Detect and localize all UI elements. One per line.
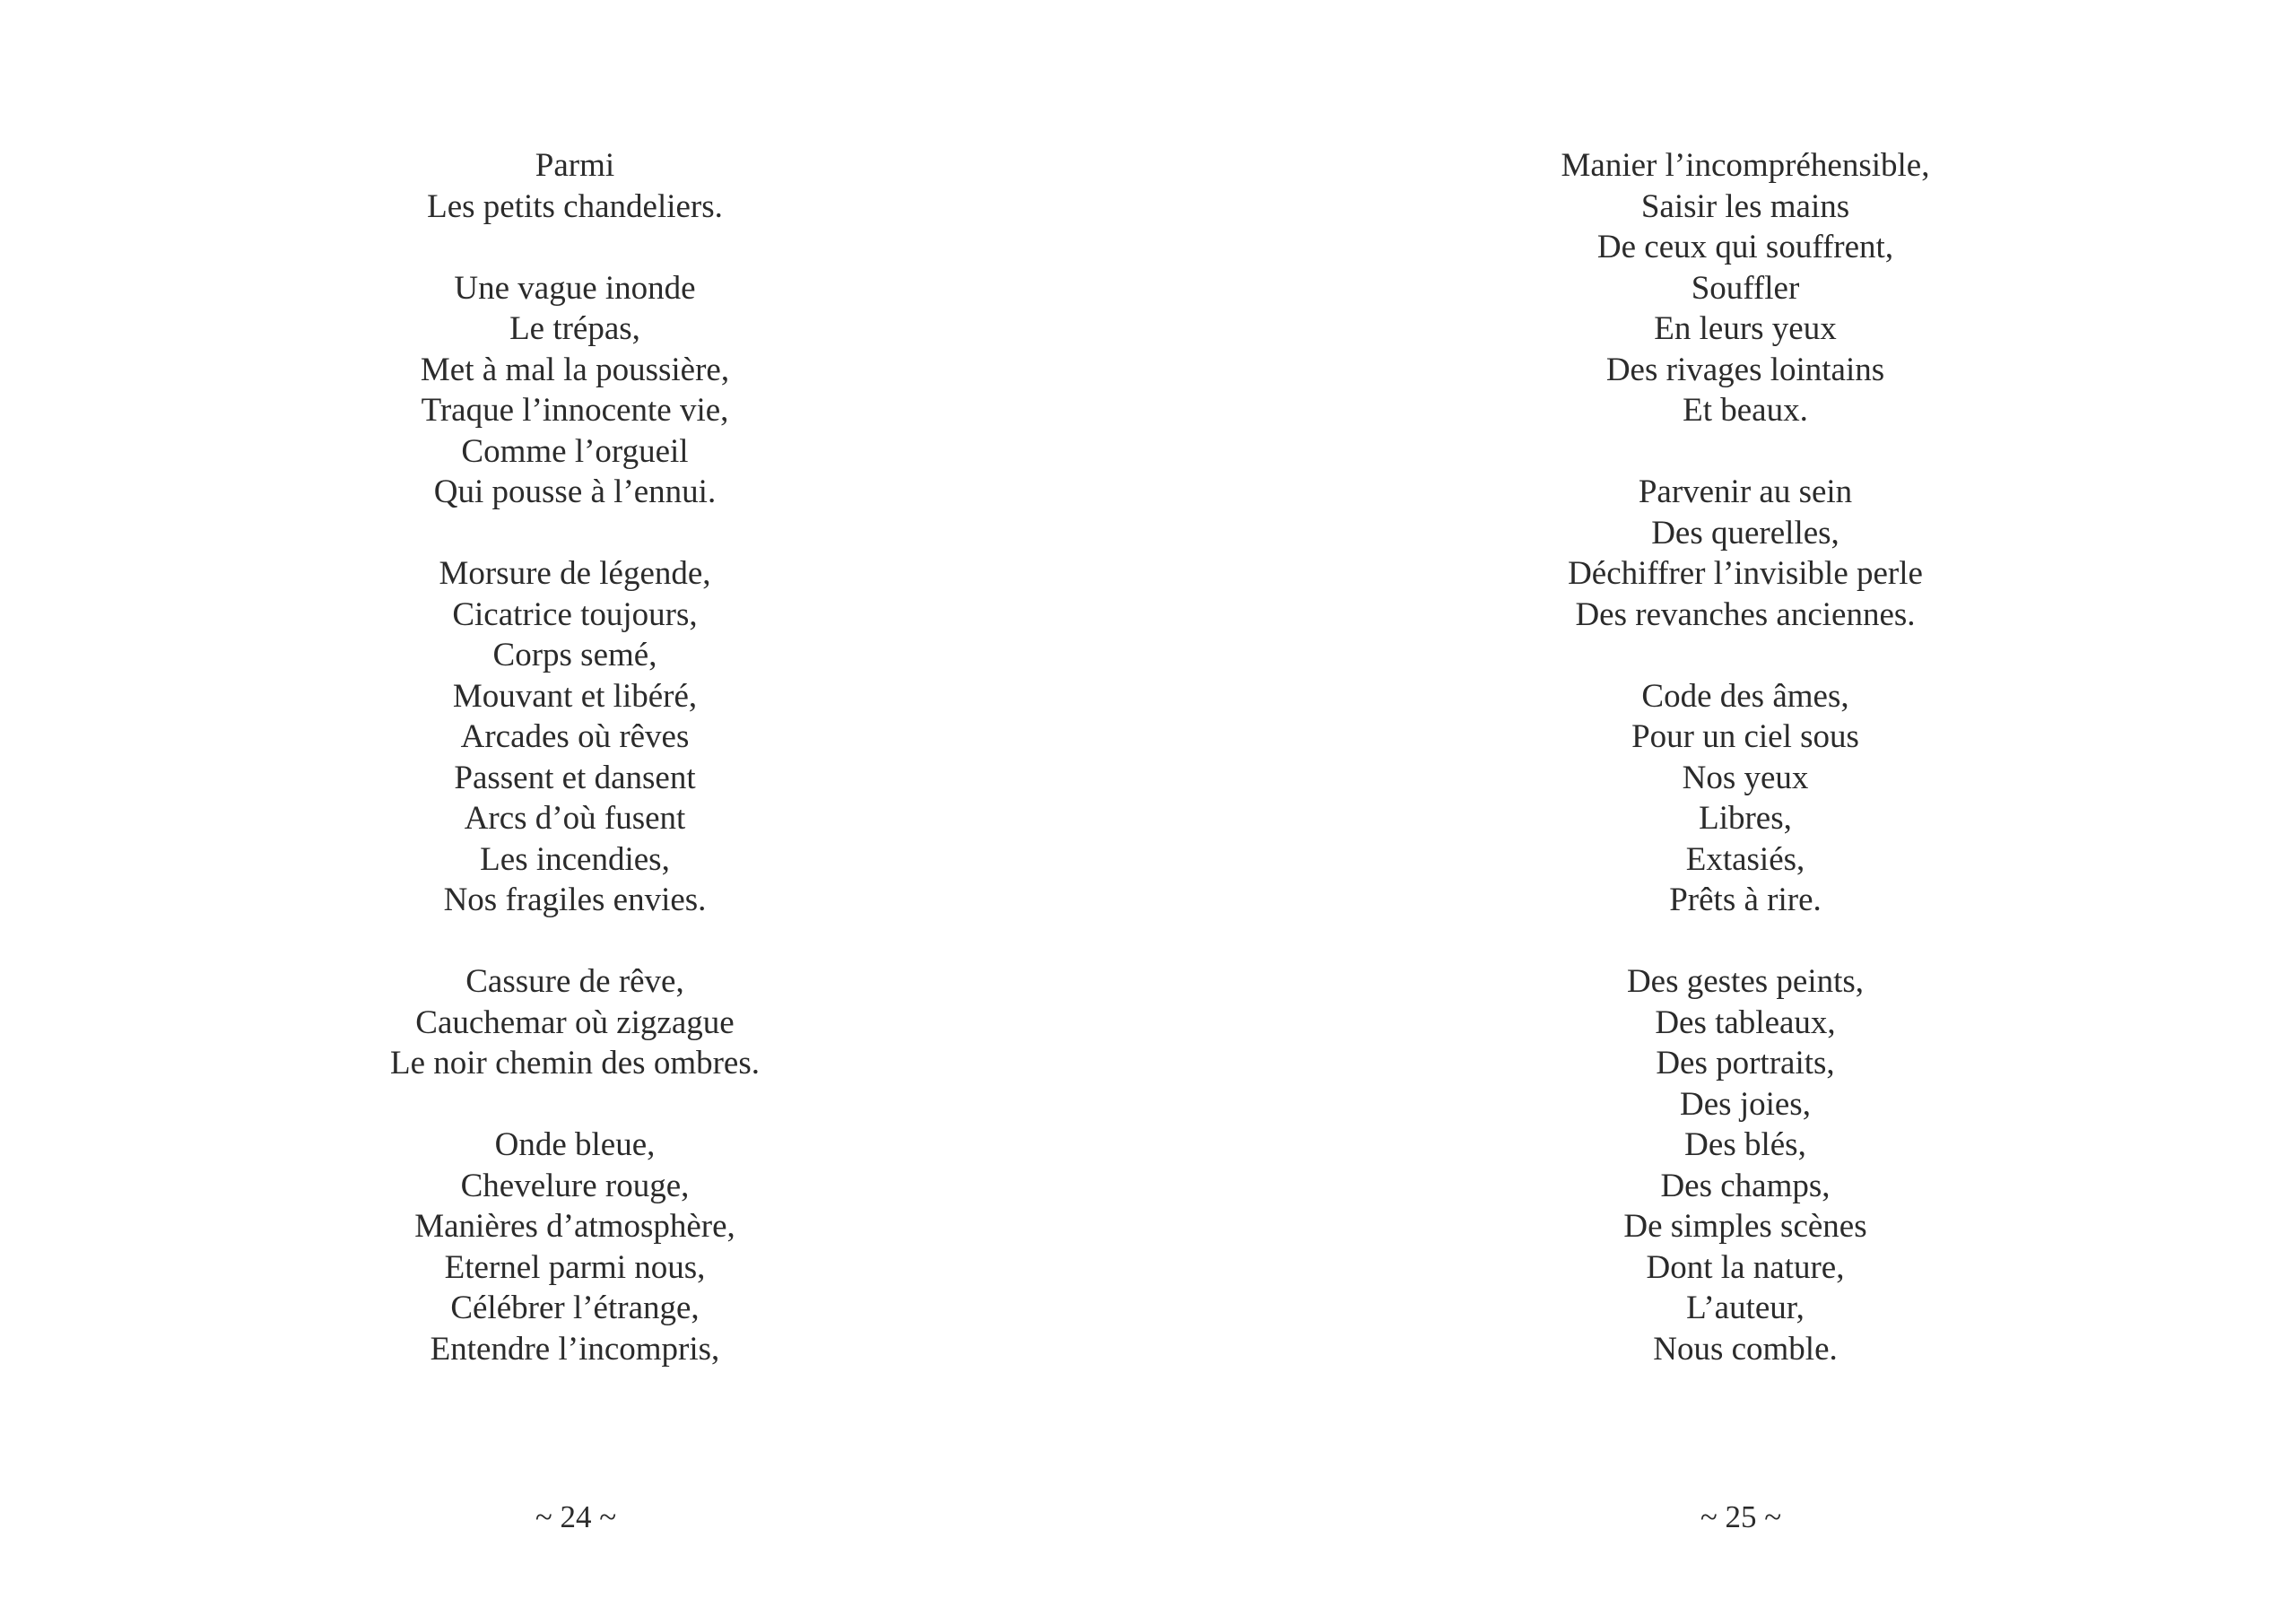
poem-line: Les incendies,: [480, 840, 670, 878]
poem-line: Célébrer l’étrange,: [450, 1290, 700, 1326]
poem-line: Manier l’incompréhensible,: [1561, 147, 1930, 184]
poem-line: Pour un ciel sous: [1631, 718, 1859, 755]
poem-line: Qui pousse à l’ennui.: [433, 473, 717, 510]
poem-line: Nous comble.: [1653, 1330, 1838, 1368]
right-page-number: ~ 25 ~: [1700, 1499, 1782, 1534]
poem-line: Des joies,: [1680, 1085, 1811, 1123]
poem-line: Cassure de rêve,: [465, 963, 684, 1000]
poem-line: Prêts à rire.: [1669, 882, 1822, 918]
poem-line: Comme l’orgueil: [461, 432, 689, 470]
poem-line: Parmi: [535, 147, 615, 184]
stanza: [1431, 676, 2059, 921]
right-page: [1148, 0, 2296, 1607]
poem-line: L’auteur,: [1686, 1290, 1805, 1326]
poem-line: Code des âmes,: [1641, 677, 1849, 715]
poem-line: Morsure de légende,: [439, 555, 711, 592]
poem-line: Des blés,: [1684, 1126, 1806, 1163]
poem-line: Saisir les mains: [1640, 187, 1850, 225]
poem-line: Met à mal la poussière,: [420, 351, 730, 388]
poem-line: En leurs yeux: [1654, 310, 1837, 347]
stanza: [261, 1125, 889, 1369]
poem-line: Des champs,: [1660, 1167, 1831, 1204]
poem-line: Dont la nature,: [1646, 1248, 1845, 1286]
poem-line: De simples scènes: [1623, 1208, 1867, 1245]
poem-line: Cauchemar où zigzague: [415, 1003, 735, 1041]
stanza: [1431, 145, 2059, 431]
poem-line: Le trépas,: [509, 310, 640, 347]
poem-line: Traque l’innocente vie,: [421, 392, 729, 429]
poem-line: Cicatrice toujours,: [452, 595, 698, 633]
poem-line: Entendre l’incompris,: [430, 1330, 720, 1368]
left-page-number: ~ 24 ~: [535, 1499, 617, 1534]
stanza: [1431, 961, 2059, 1369]
poem-line: Des rivages lointains: [1605, 351, 1885, 388]
poem-line: Chevelure rouge,: [460, 1167, 690, 1204]
poem-line: Des portraits,: [1656, 1045, 1835, 1081]
poem-line: Corps semé,: [492, 637, 657, 673]
stanza: [261, 961, 889, 1084]
poem-line: Le noir chemin des ombres.: [389, 1045, 761, 1081]
poem-line: Manières d’atmosphère,: [414, 1208, 735, 1245]
poem-line: Les petits chandeliers.: [427, 187, 723, 225]
poem-line: Mouvant et libéré,: [452, 677, 698, 715]
stanza: [1431, 472, 2059, 635]
poem-line: Passent et dansent: [454, 759, 696, 796]
poem-line: Nos fragiles envies.: [443, 882, 707, 918]
poem-line: Souffler: [1691, 269, 1800, 307]
poem-line: Des gestes peints,: [1626, 963, 1865, 1000]
poem-line: Libres,: [1699, 800, 1792, 837]
poem-line: Et beaux.: [1683, 392, 1808, 429]
poem-line: Des querelles,: [1651, 514, 1839, 552]
poem-line: Nos yeux: [1682, 759, 1809, 796]
poem-line: Des tableaux,: [1655, 1003, 1836, 1041]
left-poem: [261, 145, 889, 1411]
poem-line: Arcades où rêves: [460, 718, 690, 755]
stanza: [261, 268, 889, 513]
poem-line: Eternel parmi nous,: [444, 1248, 706, 1286]
poem-line: Arcs d’où fusent: [464, 800, 686, 837]
poem-line: Onde bleue,: [494, 1126, 656, 1163]
poem-line: Déchiffrer l’invisible perle: [1568, 555, 1923, 592]
stanza: [261, 145, 889, 227]
poem-line: De ceux qui souffrent,: [1596, 229, 1894, 265]
right-poem: [1431, 145, 2059, 1411]
stanza: [261, 553, 889, 921]
poem-line: Des revanches anciennes.: [1575, 595, 1916, 633]
poem-line: Parvenir au sein: [1638, 473, 1853, 510]
poem-line: Une vague inonde: [454, 269, 696, 307]
poem-line: Extasiés,: [1685, 840, 1805, 878]
